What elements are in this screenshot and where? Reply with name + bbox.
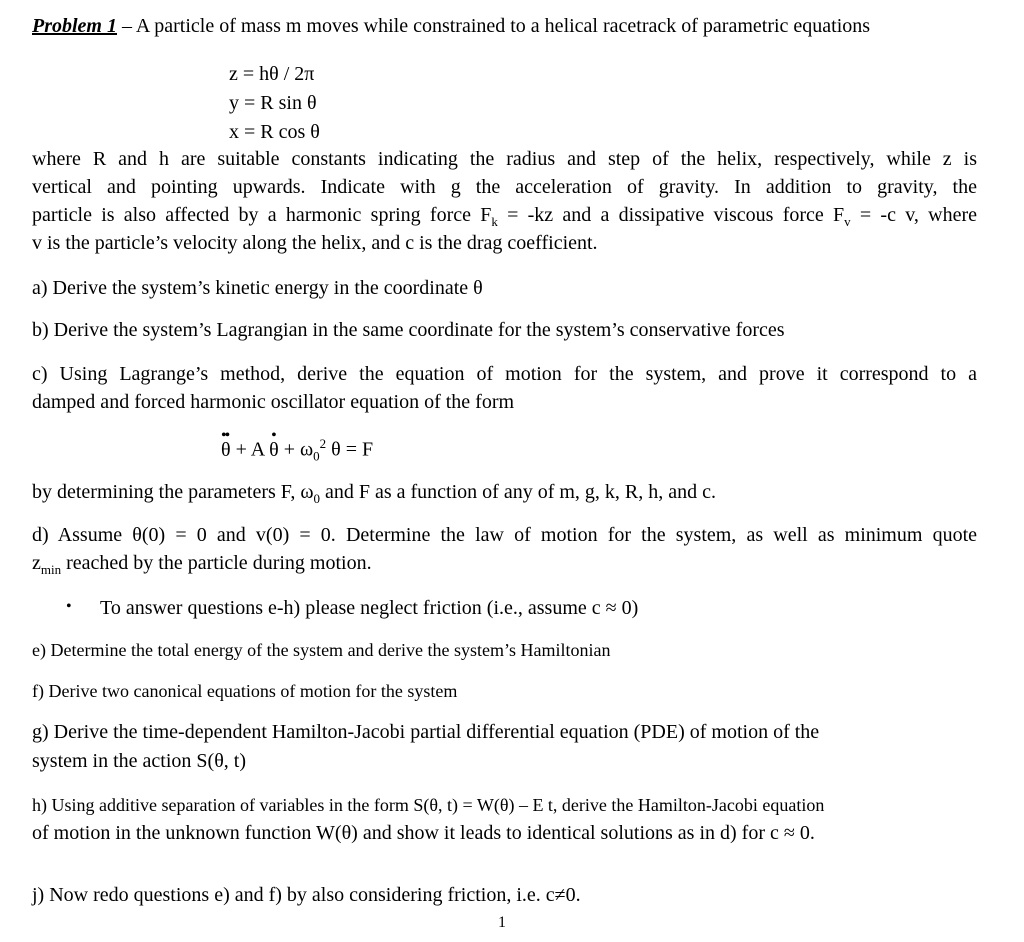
description-line-4: v is the particle’s velocity along the helix, and c is the drag coefficient. [32,232,598,254]
question-h-line-2: of motion in the unknown function W(θ) and show it leads to identical solutions as in d) for c ≈ 0. [32,822,815,844]
page-number: 1 [498,914,506,931]
description-line-2: vertical and pointing upwards. Indicate with g the acceleration of gravity. In addition to gravity, the [32,176,977,198]
bullet-icon: • [66,598,72,615]
question-c-line-3: by determining the parameters F, $\omega_0$ and F as a function of any of m, g, k, R, h, and c. [32,481,717,506]
description-line-3: particle is also affected by a harmonic spring force $F_k = -kz$ and a dissipative viscous force $F_v = -c$ v, where [32,204,977,229]
equation-x: x = R cos θ [229,121,320,143]
bullet-note: To answer questions e-h) please neglect friction (i.e., assume c ≈ 0) [100,597,639,619]
question-f: f) Derive two canonical equations of motion for the system [32,681,458,701]
problem-intro [32,14,870,38]
question-b: b) Derive the system’s Lagrangian in the same coordinate for the system’s conservative forces [32,319,785,341]
question-a: a) Derive the system’s kinetic energy in the coordinate θ [32,277,483,299]
question-c-line-1: c) Using Lagrange’s method, derive the equation of motion for the system, and prove it correspond to a [32,363,977,385]
question-h-line-1: h) Using additive separation of variables in the form S(θ, t) = W(θ) – E t, derive the Hamilton-Jacobi equation [32,795,825,815]
question-c-line-2: damped and forced harmonic oscillator equation of the form [32,391,515,413]
equation-z: z = hθ / 2π [229,63,315,85]
question-d-line-1: d) Assume θ(0) = 0 and v(0) = 0. Determine the law of motion for the system, as well as minimum quote [32,524,977,546]
problem-label: Problem 1 [32,15,117,37]
question-d-line-2: $z_{min}$ reached by the particle during motion. [32,552,372,577]
equation-y: y = R sin θ [229,92,317,114]
oscillator-equation: θ •• + A θ • + $\omega_0^2$ θ = F [221,426,374,464]
question-g-line-1: g) Derive the time-dependent Hamilton-Jacobi partial differential equation (PDE) of motion of the [32,721,820,743]
problem-intro-text: – A particle of mass m moves while constrained to a helical racetrack of parametric equations [117,15,871,37]
question-j: j) Now redo questions e) and f) by also considering friction, i.e. c≠0. [32,884,581,906]
question-e: e) Determine the total energy of the system and derive the system’s Hamiltonian [32,640,611,660]
question-g-line-2: system in the action S(θ, t) [32,750,246,772]
description-line-1: where R and h are suitable constants indicating the radius and step of the helix, respectively, while z is [32,148,977,170]
